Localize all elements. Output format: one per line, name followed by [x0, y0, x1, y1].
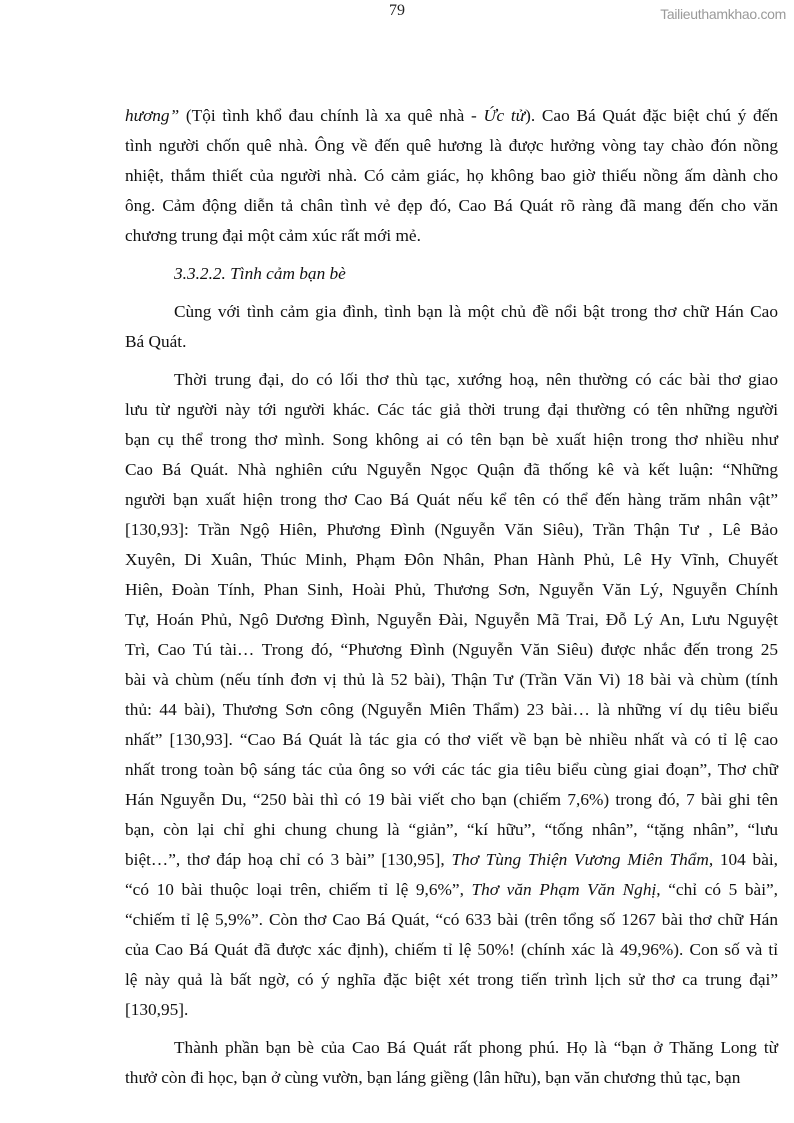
text-line — [125, 1068, 778, 1088]
text-segment: Cao Bá Quát. Nhà nghiên cứu Nguyễn Ngọc Quận đã thống kê và kết luận: “Những — [125, 460, 778, 479]
text-segment: lệ này quả là bất ngờ, có ý nghĩa đặc biệt xét trong tiến trình lịch sử thơ ca trung đại” — [125, 970, 778, 989]
text-line — [125, 332, 778, 352]
text-segment: ). Cao Bá Quát đặc biệt chú ý đến — [525, 106, 779, 125]
text-segment: , “chỉ có 5 bài”, — [656, 880, 778, 899]
watermark: Tailieuthamkhao.com — [660, 6, 786, 22]
text-line — [125, 610, 778, 630]
text-line — [125, 940, 778, 960]
text-line — [174, 302, 778, 322]
text-segment: [130,93]: Trần Ngộ Hiên, Phương Đình (Nguyễn Văn Siêu), Trần Thận Tư , Lê Bảo — [125, 520, 778, 539]
italic-text: Thơ văn Phạm Văn Nghị — [471, 880, 657, 899]
text-line — [125, 910, 778, 930]
text-segment: nhất trong toàn bộ sáng tác của ông so với các tác gia tiêu biểu cùng giai đoạn”, Thơ chữ — [125, 760, 778, 779]
text-line — [174, 370, 778, 390]
text-segment: Trì, Cao Tú tài… Trong đó, “Phương Đình (Nguyễn Văn Siêu) được nhắc đến trong 25 — [125, 640, 778, 659]
text-segment: thưở còn đi học, bạn ở cùng vườn, bạn láng giềng (lân hữu), bạn văn chương thủ tạc, bạn — [125, 1068, 741, 1087]
text-segment: của Cao Bá Quát đã được xác định), chiếm tỉ lệ 50%! (chính xác là 49,96%). Con số và tỉ — [125, 940, 778, 959]
italic-text: hương” — [125, 106, 180, 125]
text-line — [125, 136, 778, 156]
text-line — [125, 790, 778, 810]
text-line — [125, 400, 778, 420]
text-segment: “chiếm tỉ lệ 5,9%”. Còn thơ Cao Bá Quát, “có 633 bài (trên tổng số 1267 bài thơ chữ Hán — [125, 910, 778, 929]
text-segment: bài và chùm (nếu tính đơn vị thủ là 52 bài), Thận Tư (Trần Văn Vi) 18 bài và chùm (tính — [125, 670, 778, 689]
text-segment: người bạn xuất hiện trong thơ Cao Bá Quát nếu kể tên có thể đến hàng trăm nhân vật” — [125, 490, 778, 509]
text-segment: Thời trung đại, do có lối thơ thù tạc, xướng hoạ, nên thường có các bài thơ giao — [174, 370, 778, 389]
text-line — [125, 670, 778, 690]
text-line — [125, 226, 778, 246]
text-segment: [130,95]. — [125, 1000, 189, 1019]
text-segment: (Tội tình khổ đau chính là xa quê nhà - — [179, 106, 484, 125]
text-line — [125, 760, 778, 780]
text-segment: chương trung đại một cảm xúc rất mới mẻ. — [125, 226, 421, 245]
section-heading: 3.3.2.2. Tình cảm bạn bè — [174, 264, 346, 283]
text-segment: bạn, còn lại chỉ ghi chung chung là “giản”, “kí hữu”, “tống nhân”, “tặng nhân”, “lưu — [125, 820, 778, 839]
text-segment: ông. Cảm động diễn tả chân tình vẻ đẹp đó, Cao Bá Quát rõ ràng đã mang đến cho văn — [125, 196, 778, 215]
text-line — [125, 166, 778, 186]
text-line — [125, 730, 778, 750]
text-segment: lưu từ người này tới người khác. Các tác giả thời trung đại thường có tên những người — [125, 400, 778, 419]
text-line — [125, 106, 778, 126]
text-segment: nhất” [130,93]. “Cao Bá Quát là tác gia có thơ viết về bạn bè nhiều nhất và có tỉ lệ cao — [125, 730, 778, 749]
text-line — [125, 550, 778, 570]
text-line — [125, 700, 778, 720]
text-segment: 104 bài, — [713, 850, 778, 869]
italic-text: Thơ Tùng Thiện Vương Miên Thẩm, — [451, 850, 714, 869]
text-line — [125, 520, 778, 540]
text-line — [125, 880, 778, 900]
text-line — [125, 490, 778, 510]
page-number: 79 — [389, 2, 405, 19]
text-segment: Thành phần bạn bè của Cao Bá Quát rất phong phú. Họ là “bạn ở Thăng Long từ — [174, 1038, 778, 1057]
text-segment: Xuyên, Di Xuân, Thúc Minh, Phạm Đôn Nhân, Phan Hành Phủ, Lê Hy Vĩnh, Chuyết — [125, 550, 778, 569]
text-segment: Tự, Hoán Phủ, Ngô Dương Đình, Nguyễn Đài, Nguyễn Mã Trai, Đỗ Lý An, Lưu Nguyệt — [125, 610, 778, 629]
text-line — [125, 640, 778, 660]
text-segment: Hán Nguyễn Du, “250 bài thì có 19 bài viết cho bạn (chiếm 7,6%) trong đó, 7 bài ghi tên — [125, 790, 778, 809]
text-line — [125, 970, 778, 990]
text-line — [125, 820, 778, 840]
text-segment: biệt…”, thơ đáp hoạ chỉ có 3 bài” [130,95], — [125, 850, 452, 869]
text-line — [125, 460, 778, 480]
text-segment: Bá Quát. — [125, 332, 187, 351]
text-segment: thủ: 44 bài), Thương Sơn công (Nguyễn Miên Thẩm) 23 bài… là những ví dụ tiêu biểu — [125, 700, 778, 719]
text-line — [125, 196, 778, 216]
text-line — [125, 850, 778, 870]
text-line — [174, 1038, 778, 1058]
text-segment: nhiệt, thắm thiết của người nhà. Có cảm giác, họ không bao giờ thiếu nồng ấm dành cho — [125, 166, 778, 185]
text-segment: Hiên, Đoàn Tính, Phan Sinh, Hoài Phủ, Thương Sơn, Nguyễn Văn Lý, Nguyễn Chính — [125, 580, 778, 599]
italic-text: Ức tử — [483, 106, 526, 125]
text-segment: tình người chốn quê nhà. Ông về đến quê hương là được hưởng vòng tay chào đón nồng — [125, 136, 778, 155]
text-line — [125, 580, 778, 600]
text-line — [125, 1000, 778, 1020]
text-segment: Cùng với tình cảm gia đình, tình bạn là một chủ đề nổi bật trong thơ chữ Hán Cao — [174, 302, 778, 321]
text-segment: bạn cụ thể trong thơ mình. Song không ai có tên bạn bè xuất hiện trong thơ nhiều như — [125, 430, 778, 449]
text-segment: “có 10 bài thuộc loại trên, chiếm tỉ lệ 9,6%”, — [125, 880, 472, 899]
text-line — [125, 430, 778, 450]
